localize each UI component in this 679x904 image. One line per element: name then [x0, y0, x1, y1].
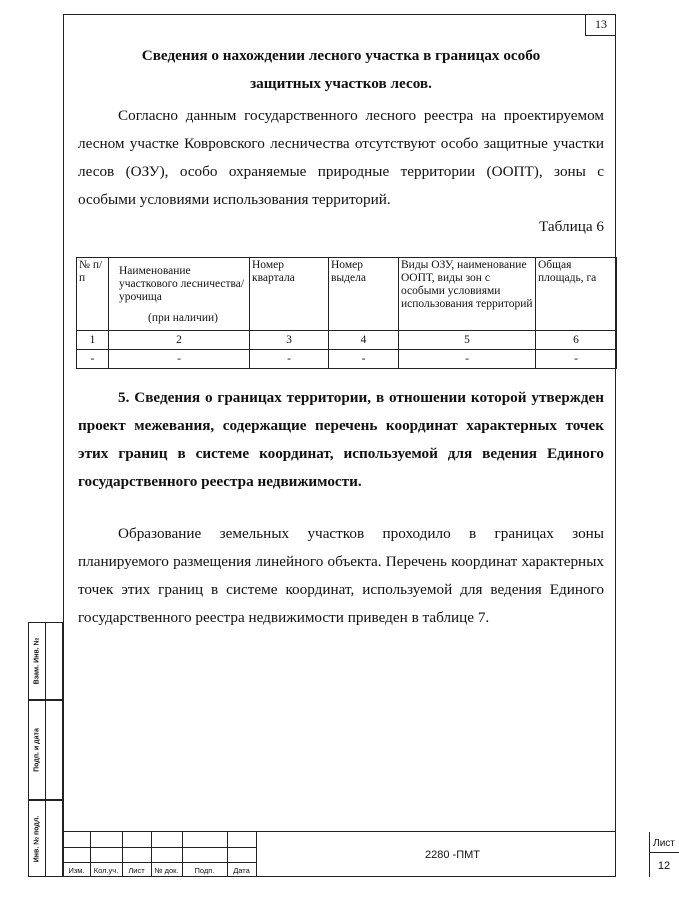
header-cell-area: Общая площадь, га: [536, 258, 617, 331]
heading-line-1: Сведения о нахождении лесного участка в границах особо: [141, 47, 541, 64]
header-cell-plot: Номер выдела: [329, 258, 399, 331]
table-cell: -: [536, 350, 617, 369]
side-label-inv: Инв. № подл.: [33, 815, 41, 862]
col-number-4: 4: [329, 331, 399, 350]
side-label-podp: Подп. и дата: [33, 728, 41, 772]
label-izm: Изм.: [68, 866, 85, 875]
table-cell: -: [109, 350, 250, 369]
table-cell: -: [250, 350, 329, 369]
header-name-sub: (при наличии): [148, 312, 218, 324]
col-number-3: 3: [250, 331, 329, 350]
header-cell-name: [109, 258, 250, 331]
paragraph-land-plots: Образование земельных участков проходило в границах зоны планируемого размещения линейного объекта. Перечень координат характерных точек этих границ в системе координат, используемой для ведения Единого государственного реестра недвижимости приведен в таблице 7.: [78, 525, 604, 626]
table-cell: -: [329, 350, 399, 369]
section-heading-forest: [78, 42, 604, 98]
side-stamp-replacement: [28, 622, 63, 700]
col-number-6: 6: [536, 331, 617, 350]
col-number-5: 5: [399, 331, 536, 350]
side-stamp-label-cell: [29, 801, 46, 876]
side-stamp-signature: [28, 700, 63, 800]
label-podp: Подп.: [194, 866, 215, 875]
table-caption: Таблица 6: [539, 218, 604, 235]
side-stamp-label-cell: [29, 701, 46, 799]
label-doc-number: № док.: [154, 866, 179, 875]
side-label-vzam: Взам. Инв. №: [33, 637, 41, 685]
header-cell-types: Виды ОЗУ, наименование ООПТ, виды зон с особыми условиями использования территорий: [399, 258, 536, 331]
section-heading-boundaries: 5. Сведения о границах территории, в отношении которой утвержден проект межевания, содержащие перечень координат характерных точек этих границ в системе координат, используемой для ведения Единого государственного реестра недвижимости.: [78, 389, 604, 490]
heading-line-2: защитных участков лесов.: [250, 75, 432, 92]
label-data: Дата: [233, 866, 250, 875]
header-name-main: Наименование участкового лесничества/урочища: [119, 265, 245, 303]
document-code: 2280 -ПМТ: [425, 849, 480, 861]
table-row: [77, 350, 617, 369]
col-number-1: 1: [77, 331, 109, 350]
page-number: 13: [595, 17, 607, 31]
table-6: [76, 257, 617, 369]
title-block: [63, 831, 675, 877]
label-list: Лист: [128, 866, 145, 875]
table-cell: -: [399, 350, 536, 369]
side-stamp-inventory: [28, 800, 63, 877]
header-cell-number: № п/п: [77, 258, 109, 331]
side-stamp-label-cell: [29, 623, 46, 699]
sheet-label: Лист: [653, 838, 675, 849]
label-kol-uch: Кол.уч.: [93, 866, 119, 875]
title-block-sheet-line: [649, 852, 679, 853]
table-cell: -: [77, 350, 109, 369]
paragraph-forest-register: Согласно данным государственного лесного реестра на проектируемом лесном участке Ковровского лесничества отсутствуют особо защитные участки лесов (ОЗУ), особо охраняемые природные территории (ООПТ), зоны с особыми условиями использования территорий.: [78, 107, 604, 208]
sheet-number: 12: [657, 860, 671, 872]
col-number-2: 2: [109, 331, 250, 350]
table-number-row: [77, 331, 617, 350]
table-header-row: [77, 258, 617, 331]
page-number-box: [585, 14, 616, 36]
header-cell-quarter: Номер квартала: [250, 258, 329, 331]
